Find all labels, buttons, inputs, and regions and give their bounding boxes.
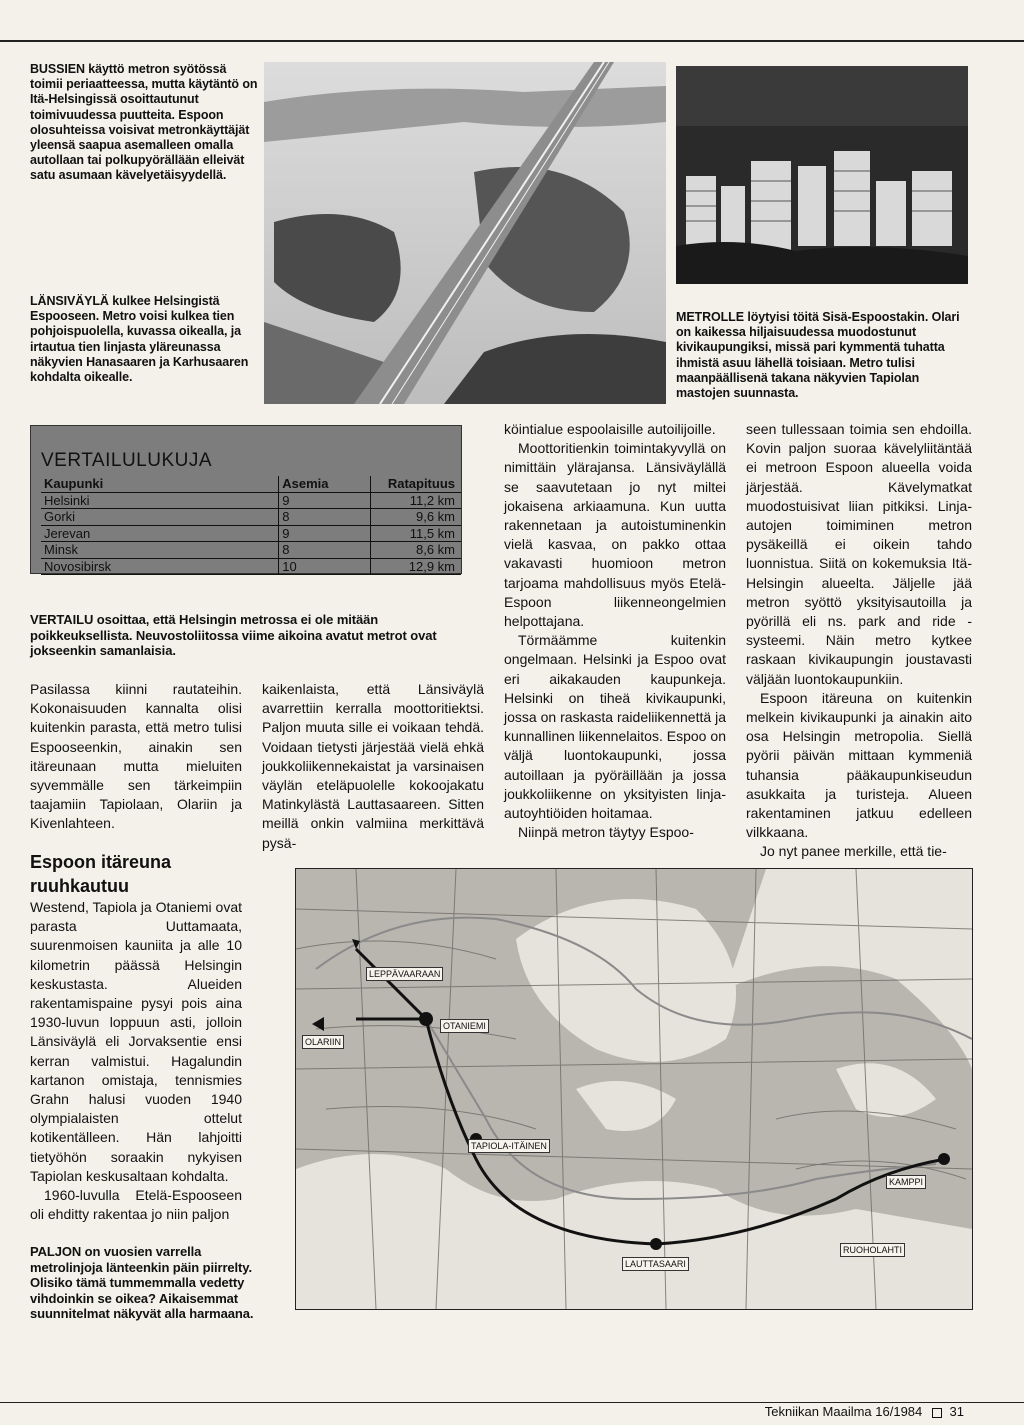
table-cell: Gorki [41,509,279,526]
table-cell: 8 [279,542,371,559]
page-number: 31 [949,1404,964,1419]
paragraph: 1960-luvulla Etelä-Espooseen oli ehditty rakentaa jo niin paljon [30,1187,242,1223]
table-header-stations: Asemia [279,476,371,492]
body-column-1 [30,898,242,1224]
page-footer [765,1402,964,1422]
caption-vertailu: VERTAILU osoittaa, että Helsingin metrossa ei ole mitään poikkeuksellista. Neuvostoliitossa viime aikoina avatut metrot ovat jokseenkin samanlaisia. [30,612,437,658]
map-label-lauttasaari: LAUTTASAARI [622,1257,689,1271]
table-cell: 10 [279,558,371,575]
body-column-2 [262,680,484,853]
table-header-city: Kaupunki [41,476,279,492]
caption-metrolle: METROLLE löytyisi töitä Sisä-Espoostakin. Olari on kaikessa hiljaisuudessa muodostunut kivikaupungiksi, missä pari kymmentä tuhatta ihmistä asuu lähellä toisiaan. Metro tulisi maanpäällisenä takana näkyvien Tapiolan mastojen suunnasta. [676,310,960,401]
paragraph: Niinpä metron täytyy Espoo- [518,824,694,841]
body-column-3 [504,420,726,842]
table-header-length: Ratapituus [371,476,461,492]
map-label-kamppi: KAMPPI [886,1175,926,1189]
table-cell: 9,6 km [371,509,461,526]
comparison-table-box [30,425,462,574]
map-label-olariin: OLARIIN [302,1035,344,1049]
paragraph: köintialue espoolaisille autoilijoille. [504,421,716,437]
square-bullet-icon [932,1408,942,1418]
table-cell: 9 [279,525,371,542]
table-cell: 8 [279,509,371,526]
table-row [41,509,461,526]
photo-olari-buildings [676,66,968,284]
map-label-ruoholahti: RUOHOLAHTI [840,1243,905,1257]
paragraph: Espoon itäreuna on kuitenkin melkein kivikaupunki ja ainakin aito osa Helsingin metropolia. Siellä pyörii päivän mittaan kymmeniä tuhansia pääkaupunkiseudun asukkaita ja turisteja. Alueen rakentaminen jatkuu edelleen vilkkaana. [746,689,972,841]
aerial-photo-illustration [264,62,666,404]
table-cell: 11,5 km [371,525,461,542]
paragraph: Törmäämme kuitenkin ongelmaan. Helsinki ja Espoo ovat eri aikakauden kaupunkeja. Helsinki on tiheä kivikaupunki, jossa on raskasta raideliikennettä ja kunnallinen liikennelaitos. Espoo on väljä luontokaupunki, jossa autoillaan ja pyöräillään ja jossa joukkoliikenne on yksityisten linja-autoyhtiöiden hoitamaa. [504,632,726,822]
table-header-row [41,476,461,492]
comparison-table [41,476,461,575]
map-label-leppavaaraan: LEPPÄVAARAAN [366,967,443,981]
table-title: VERTAILULUKUJA [41,450,213,471]
table-cell: 11,2 km [371,492,461,509]
table-cell: 8,6 km [371,542,461,559]
table-cell: Helsinki [41,492,279,509]
table-cell: Minsk [41,542,279,559]
body-column-4 [746,420,972,862]
photo-lansivayla-aerial [264,62,666,404]
table-row [41,542,461,559]
paragraph: Moottoritienkin toimintakyvyllä on nimittäin ylärajansa. Länsiväylällä se saavutetaan jo nyt miltei jokaisena arkiaamuna. Kun uutta rakennetaan ja autoistuminenkin vielä kasvaa, on pakko ottaa vakavasti huomioon metron tarjoama mahdollisuus myös Etelä-Espoon liikenneongelmien helpottajana. [504,440,726,630]
magazine-issue: Tekniikan Maailma 16/1984 [764,1404,923,1419]
subheading-espoon-itareuna: Espoon itäreuna ruuhkautuu [30,852,172,896]
paragraph: Westend, Tapiola ja Otaniemi ovat parasta Uuttamaata, suurenmoisen kauniita ja alle 10 kilometrin päässä Helsingin keskustasta. Alueiden rakentamispaine pysyi pois aina 1930-luvun loppuun asti, jolloin Länsiväylä eli Jorvaksentie ensi kerran valmistui. Hagalundin kartanon omistaja, tennismies Grahn halusi vuoden 1940 olympialaisten ottelut kotikentälleen. Hän lahjoitti tietyöhön soraakin nykyisen Tapiolan keskusaltaan kohdalta. [30,899,242,1184]
paragraph: seen tullessaan toimia sen ehdoilla. Kovin paljon suoraa kävelyliitäntää ei metroon Espoon alueella voida järjestää. Kävelymatkat muodostuisivat liian pitkiksi. Linja-autojen toimiminen metron pysäkeillä ei oikein tahdo luonnistua. Siitä on kokemuksia Itä-Helsingin alueelta. Jäljelle jää metron syöttö yksityisautoilla ja pyörillä eli ns. park and ride -systeemi. Näin metro kytkee raskaan kivikaupungin joustavasti väljään luontokaupunkiin. [746,421,972,687]
table-row [41,492,461,509]
body-column-1-top [30,680,242,834]
table-row [41,558,461,575]
caption-lansivayla: LÄNSIVÄYLÄ kulkee Helsingistä Espooseen. Metro voisi kulkea tien pohjoispuolella, kuvassa oikealla, ja irtautua tien linjasta yläreunassa näkyvien Hanasaaren ja Karhusaaren kohdalta oikealle. [30,294,249,385]
caption-bussien: BUSSIEN käyttö metron syötössä toimii periaatteessa, mutta käytäntö on Itä-Helsingissä osoittautunut toimivuudessa puutteita. Espoon olosuhteissa voisivat metronkäyttäjät yleensä saapua asemalleen omalla autollaan tai polkupyörällään elleivät satu asumaan kävelyetäisyydellä. [30,62,258,183]
paragraph: Jo nyt panee merkille, että tie- [760,843,947,860]
olari-photo-illustration [676,66,968,284]
table-cell: 12,9 km [371,558,461,575]
top-rule [0,40,1024,42]
paragraph: kaikenlaista, että Länsiväylä avarrettiin kerralla moottoritiektsi. Paljon muuta sille ei voikaan tehdä. Voidaan tietysti järjestää vielä ehkä joukkoliikennekaistat ja varsinaisen väylän eteläpuolelle kokoojakatu Matinkylästä Lauttasaareen. Sitten meillä onkin valmiina merkittävä pysä- [262,681,484,851]
map-label-otaniemi: OTANIEMI [440,1019,489,1033]
paragraph: Pasilassa kiinni rautateihin. Kokonaisuuden kannalta olisi kuitenkin parasta, että metro tulisi Espooseenkin, ainakin sen itäreunaan mutta mieluiten syvemmälle sen tärkeimpiin taajamiin Tapiolaan, Olariin ja Kivenlahteen. [30,681,242,832]
map-label-tapiola-itainen: TAPIOLA-ITÄINEN [468,1139,550,1153]
table-cell: Jerevan [41,525,279,542]
metro-route-map [295,868,973,1310]
table-cell: Novosibirsk [41,558,279,575]
caption-paljon: PALJON on vuosien varrella metrolinjoja länteenkin päin piirrelty. Olisiko tämä tummemmalla vedetty vihdoinkin se oikea? Aikaisemmat suunnitelmat näkyvät alla harmaana. [30,1244,254,1322]
table-row [41,525,461,542]
table-cell: 9 [279,492,371,509]
